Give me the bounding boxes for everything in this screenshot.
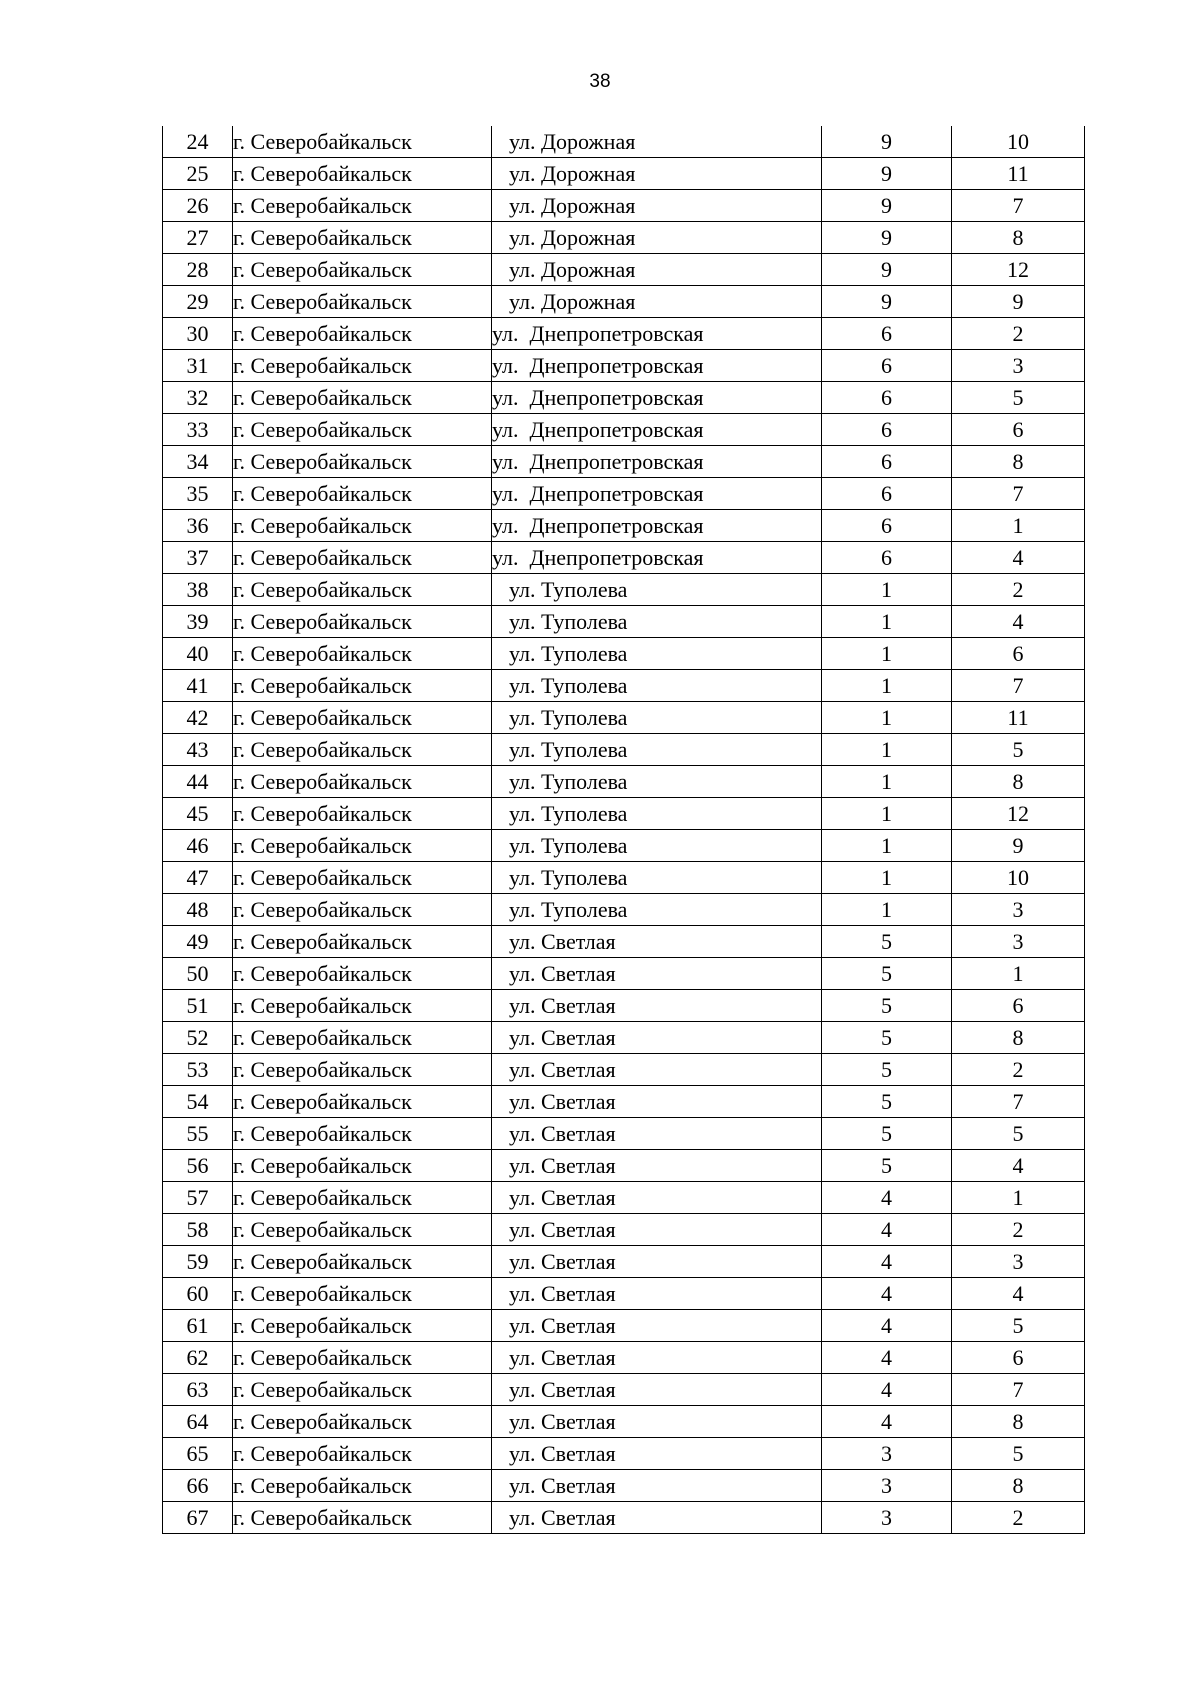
house-number-cell: 9 <box>822 222 952 254</box>
row-number-cell: 32 <box>163 382 233 414</box>
table-row <box>163 446 1085 478</box>
row-number-cell: 41 <box>163 670 233 702</box>
house-number-cell: 3 <box>822 1470 952 1502</box>
city-cell: г. Северобайкальск <box>233 286 492 318</box>
apartment-number-cell: 6 <box>952 414 1085 446</box>
city-cell: г. Северобайкальск <box>233 798 492 830</box>
apartment-number-cell: 7 <box>952 1086 1085 1118</box>
row-number-cell: 24 <box>163 126 233 158</box>
house-number-cell: 6 <box>822 542 952 574</box>
house-number-cell: 4 <box>822 1342 952 1374</box>
house-number-cell: 6 <box>822 350 952 382</box>
street-cell: ул. Дорожная <box>492 190 822 222</box>
city-cell: г. Северобайкальск <box>233 958 492 990</box>
house-number-cell: 1 <box>822 798 952 830</box>
apartment-number-cell: 11 <box>952 702 1085 734</box>
table-row <box>163 1150 1085 1182</box>
row-number-cell: 40 <box>163 638 233 670</box>
city-cell: г. Северобайкальск <box>233 862 492 894</box>
city-cell: г. Северобайкальск <box>233 382 492 414</box>
city-cell: г. Северобайкальск <box>233 926 492 958</box>
apartment-number-cell: 7 <box>952 670 1085 702</box>
street-cell: ул. Светлая <box>492 1086 822 1118</box>
house-number-cell: 5 <box>822 1150 952 1182</box>
city-cell: г. Северобайкальск <box>233 190 492 222</box>
row-number-cell: 26 <box>163 190 233 222</box>
house-number-cell: 9 <box>822 158 952 190</box>
city-cell: г. Северобайкальск <box>233 1246 492 1278</box>
row-number-cell: 61 <box>163 1310 233 1342</box>
row-number-cell: 45 <box>163 798 233 830</box>
city-cell: г. Северобайкальск <box>233 1374 492 1406</box>
apartment-number-cell: 4 <box>952 542 1085 574</box>
row-number-cell: 42 <box>163 702 233 734</box>
apartment-number-cell: 2 <box>952 1214 1085 1246</box>
street-cell: ул. Днепропетровская <box>492 382 822 414</box>
apartment-number-cell: 2 <box>952 1054 1085 1086</box>
row-number-cell: 31 <box>163 350 233 382</box>
house-number-cell: 9 <box>822 254 952 286</box>
city-cell: г. Северобайкальск <box>233 1182 492 1214</box>
page-number: 38 <box>589 71 611 92</box>
street-cell: ул. Светлая <box>492 1342 822 1374</box>
table-row <box>163 1374 1085 1406</box>
house-number-cell: 1 <box>822 702 952 734</box>
row-number-cell: 65 <box>163 1438 233 1470</box>
apartment-number-cell: 3 <box>952 350 1085 382</box>
apartment-number-cell: 4 <box>952 1150 1085 1182</box>
city-cell: г. Северобайкальск <box>233 1054 492 1086</box>
row-number-cell: 27 <box>163 222 233 254</box>
table-row <box>163 1022 1085 1054</box>
city-cell: г. Северобайкальск <box>233 1150 492 1182</box>
apartment-number-cell: 4 <box>952 1278 1085 1310</box>
street-cell: ул. Днепропетровская <box>492 478 822 510</box>
city-cell: г. Северобайкальск <box>233 894 492 926</box>
apartment-number-cell: 1 <box>952 510 1085 542</box>
city-cell: г. Северобайкальск <box>233 1278 492 1310</box>
street-cell: ул. Светлая <box>492 1054 822 1086</box>
table-row <box>163 254 1085 286</box>
apartment-number-cell: 5 <box>952 382 1085 414</box>
house-number-cell: 5 <box>822 1118 952 1150</box>
city-cell: г. Северобайкальск <box>233 158 492 190</box>
table-row <box>163 606 1085 638</box>
apartment-number-cell: 3 <box>952 1246 1085 1278</box>
street-cell: ул. Светлая <box>492 1118 822 1150</box>
table-row <box>163 1342 1085 1374</box>
city-cell: г. Северобайкальск <box>233 766 492 798</box>
house-number-cell: 9 <box>822 286 952 318</box>
city-cell: г. Северобайкальск <box>233 1310 492 1342</box>
apartment-number-cell: 5 <box>952 1118 1085 1150</box>
apartment-number-cell: 5 <box>952 1438 1085 1470</box>
row-number-cell: 34 <box>163 446 233 478</box>
city-cell: г. Северобайкальск <box>233 1022 492 1054</box>
row-number-cell: 51 <box>163 990 233 1022</box>
table-row <box>163 1214 1085 1246</box>
table-row <box>163 766 1085 798</box>
street-cell: ул. Светлая <box>492 1310 822 1342</box>
table-row <box>163 990 1085 1022</box>
city-cell: г. Северобайкальск <box>233 542 492 574</box>
table-row <box>163 350 1085 382</box>
row-number-cell: 33 <box>163 414 233 446</box>
apartment-number-cell: 10 <box>952 126 1085 158</box>
city-cell: г. Северобайкальск <box>233 414 492 446</box>
apartment-number-cell: 9 <box>952 830 1085 862</box>
house-number-cell: 5 <box>822 1022 952 1054</box>
apartment-number-cell: 2 <box>952 318 1085 350</box>
apartment-number-cell: 5 <box>952 734 1085 766</box>
table-row <box>163 1182 1085 1214</box>
street-cell: ул. Туполева <box>492 894 822 926</box>
row-number-cell: 30 <box>163 318 233 350</box>
row-number-cell: 46 <box>163 830 233 862</box>
street-cell: ул. Светлая <box>492 1374 822 1406</box>
house-number-cell: 1 <box>822 734 952 766</box>
table-row <box>163 1310 1085 1342</box>
city-cell: г. Северобайкальск <box>233 638 492 670</box>
street-cell: ул. Дорожная <box>492 286 822 318</box>
row-number-cell: 38 <box>163 574 233 606</box>
row-number-cell: 53 <box>163 1054 233 1086</box>
street-cell: ул. Днепропетровская <box>492 446 822 478</box>
house-number-cell: 4 <box>822 1374 952 1406</box>
street-cell: ул. Дорожная <box>492 126 822 158</box>
row-number-cell: 66 <box>163 1470 233 1502</box>
city-cell: г. Северобайкальск <box>233 1086 492 1118</box>
row-number-cell: 44 <box>163 766 233 798</box>
table-row <box>163 126 1085 158</box>
city-cell: г. Северобайкальск <box>233 510 492 542</box>
house-number-cell: 6 <box>822 318 952 350</box>
apartment-number-cell: 12 <box>952 254 1085 286</box>
apartment-number-cell: 8 <box>952 766 1085 798</box>
house-number-cell: 1 <box>822 638 952 670</box>
street-cell: ул. Туполева <box>492 702 822 734</box>
street-cell: ул. Светлая <box>492 1406 822 1438</box>
city-cell: г. Северобайкальск <box>233 830 492 862</box>
street-cell: ул. Туполева <box>492 574 822 606</box>
street-cell: ул. Светлая <box>492 1470 822 1502</box>
apartment-number-cell: 3 <box>952 894 1085 926</box>
house-number-cell: 6 <box>822 414 952 446</box>
city-cell: г. Северобайкальск <box>233 254 492 286</box>
apartment-number-cell: 5 <box>952 1310 1085 1342</box>
house-number-cell: 5 <box>822 1086 952 1118</box>
house-number-cell: 5 <box>822 926 952 958</box>
house-number-cell: 6 <box>822 478 952 510</box>
table-row <box>163 286 1085 318</box>
row-number-cell: 36 <box>163 510 233 542</box>
table-row <box>163 318 1085 350</box>
house-number-cell: 1 <box>822 766 952 798</box>
city-cell: г. Северобайкальск <box>233 734 492 766</box>
table-row <box>163 1246 1085 1278</box>
table-row <box>163 1054 1085 1086</box>
apartment-number-cell: 10 <box>952 862 1085 894</box>
street-cell: ул. Светлая <box>492 926 822 958</box>
street-cell: ул. Светлая <box>492 1502 822 1534</box>
row-number-cell: 67 <box>163 1502 233 1534</box>
row-number-cell: 37 <box>163 542 233 574</box>
apartment-number-cell: 8 <box>952 1406 1085 1438</box>
apartment-number-cell: 8 <box>952 1022 1085 1054</box>
apartment-number-cell: 8 <box>952 446 1085 478</box>
table-row <box>163 574 1085 606</box>
street-cell: ул. Днепропетровская <box>492 510 822 542</box>
house-number-cell: 6 <box>822 510 952 542</box>
house-number-cell: 1 <box>822 606 952 638</box>
house-number-cell: 1 <box>822 830 952 862</box>
house-number-cell: 4 <box>822 1278 952 1310</box>
street-cell: ул. Туполева <box>492 638 822 670</box>
apartment-number-cell: 7 <box>952 478 1085 510</box>
street-cell: ул. Светлая <box>492 1246 822 1278</box>
street-cell: ул. Светлая <box>492 958 822 990</box>
apartment-number-cell: 2 <box>952 574 1085 606</box>
house-number-cell: 3 <box>822 1438 952 1470</box>
city-cell: г. Северобайкальск <box>233 1214 492 1246</box>
row-number-cell: 64 <box>163 1406 233 1438</box>
row-number-cell: 54 <box>163 1086 233 1118</box>
house-number-cell: 1 <box>822 862 952 894</box>
city-cell: г. Северобайкальск <box>233 1406 492 1438</box>
table-row <box>163 670 1085 702</box>
row-number-cell: 39 <box>163 606 233 638</box>
table-row <box>163 382 1085 414</box>
apartment-number-cell: 9 <box>952 286 1085 318</box>
apartment-number-cell: 1 <box>952 958 1085 990</box>
table-row <box>163 190 1085 222</box>
house-number-cell: 9 <box>822 190 952 222</box>
street-cell: ул. Дорожная <box>492 158 822 190</box>
row-number-cell: 47 <box>163 862 233 894</box>
house-number-cell: 9 <box>822 126 952 158</box>
apartment-number-cell: 11 <box>952 158 1085 190</box>
city-cell: г. Северобайкальск <box>233 670 492 702</box>
row-number-cell: 43 <box>163 734 233 766</box>
street-cell: ул. Туполева <box>492 606 822 638</box>
street-cell: ул. Туполева <box>492 798 822 830</box>
street-cell: ул. Туполева <box>492 830 822 862</box>
table-row <box>163 222 1085 254</box>
table-row <box>163 798 1085 830</box>
city-cell: г. Северобайкальск <box>233 350 492 382</box>
apartment-number-cell: 7 <box>952 190 1085 222</box>
street-cell: ул. Светлая <box>492 1438 822 1470</box>
house-number-cell: 5 <box>822 1054 952 1086</box>
table-body <box>163 126 1085 1534</box>
house-number-cell: 4 <box>822 1310 952 1342</box>
table-row <box>163 414 1085 446</box>
city-cell: г. Северобайкальск <box>233 990 492 1022</box>
house-number-cell: 5 <box>822 990 952 1022</box>
table-row <box>163 1086 1085 1118</box>
row-number-cell: 55 <box>163 1118 233 1150</box>
table-row <box>163 734 1085 766</box>
table-row <box>163 1438 1085 1470</box>
house-number-cell: 1 <box>822 670 952 702</box>
row-number-cell: 28 <box>163 254 233 286</box>
apartment-number-cell: 3 <box>952 926 1085 958</box>
row-number-cell: 63 <box>163 1374 233 1406</box>
house-number-cell: 6 <box>822 382 952 414</box>
table-row <box>163 1406 1085 1438</box>
apartment-number-cell: 2 <box>952 1502 1085 1534</box>
row-number-cell: 25 <box>163 158 233 190</box>
row-number-cell: 49 <box>163 926 233 958</box>
table-row <box>163 1470 1085 1502</box>
row-number-cell: 60 <box>163 1278 233 1310</box>
table-row <box>163 542 1085 574</box>
city-cell: г. Северобайкальск <box>233 574 492 606</box>
street-cell: ул. Туполева <box>492 766 822 798</box>
row-number-cell: 35 <box>163 478 233 510</box>
city-cell: г. Северобайкальск <box>233 126 492 158</box>
table-row <box>163 830 1085 862</box>
apartment-number-cell: 8 <box>952 1470 1085 1502</box>
street-cell: ул. Днепропетровская <box>492 350 822 382</box>
apartment-number-cell: 12 <box>952 798 1085 830</box>
street-cell: ул. Днепропетровская <box>492 318 822 350</box>
street-cell: ул. Днепропетровская <box>492 542 822 574</box>
city-cell: г. Северобайкальск <box>233 1502 492 1534</box>
row-number-cell: 57 <box>163 1182 233 1214</box>
city-cell: г. Северобайкальск <box>233 1438 492 1470</box>
city-cell: г. Северобайкальск <box>233 606 492 638</box>
row-number-cell: 58 <box>163 1214 233 1246</box>
house-number-cell: 1 <box>822 574 952 606</box>
house-number-cell: 6 <box>822 446 952 478</box>
row-number-cell: 48 <box>163 894 233 926</box>
street-cell: ул. Днепропетровская <box>492 414 822 446</box>
row-number-cell: 50 <box>163 958 233 990</box>
house-number-cell: 4 <box>822 1406 952 1438</box>
city-cell: г. Северобайкальск <box>233 1470 492 1502</box>
city-cell: г. Северобайкальск <box>233 478 492 510</box>
apartment-number-cell: 7 <box>952 1374 1085 1406</box>
city-cell: г. Северобайкальск <box>233 1118 492 1150</box>
apartment-number-cell: 1 <box>952 1182 1085 1214</box>
table-row <box>163 1278 1085 1310</box>
table-row <box>163 894 1085 926</box>
street-cell: ул. Туполева <box>492 734 822 766</box>
street-cell: ул. Туполева <box>492 862 822 894</box>
house-number-cell: 4 <box>822 1214 952 1246</box>
row-number-cell: 59 <box>163 1246 233 1278</box>
city-cell: г. Северобайкальск <box>233 702 492 734</box>
table-row <box>163 862 1085 894</box>
table-row <box>163 638 1085 670</box>
table-row <box>163 926 1085 958</box>
street-cell: ул. Светлая <box>492 1022 822 1054</box>
house-number-cell: 1 <box>822 894 952 926</box>
house-number-cell: 5 <box>822 958 952 990</box>
street-cell: ул. Туполева <box>492 670 822 702</box>
street-cell: ул. Светлая <box>492 1214 822 1246</box>
table-row <box>163 702 1085 734</box>
table-row <box>163 478 1085 510</box>
table-row <box>163 158 1085 190</box>
apartment-number-cell: 6 <box>952 1342 1085 1374</box>
table-row <box>163 1118 1085 1150</box>
street-cell: ул. Дорожная <box>492 222 822 254</box>
row-number-cell: 29 <box>163 286 233 318</box>
apartment-number-cell: 8 <box>952 222 1085 254</box>
apartment-number-cell: 4 <box>952 606 1085 638</box>
street-cell: ул. Дорожная <box>492 254 822 286</box>
house-number-cell: 3 <box>822 1502 952 1534</box>
table-row <box>163 1502 1085 1534</box>
city-cell: г. Северобайкальск <box>233 1342 492 1374</box>
address-table <box>162 126 1085 1534</box>
city-cell: г. Северобайкальск <box>233 446 492 478</box>
row-number-cell: 56 <box>163 1150 233 1182</box>
house-number-cell: 4 <box>822 1246 952 1278</box>
row-number-cell: 62 <box>163 1342 233 1374</box>
row-number-cell: 52 <box>163 1022 233 1054</box>
street-cell: ул. Светлая <box>492 1278 822 1310</box>
apartment-number-cell: 6 <box>952 990 1085 1022</box>
apartment-number-cell: 6 <box>952 638 1085 670</box>
city-cell: г. Северобайкальск <box>233 222 492 254</box>
city-cell: г. Северобайкальск <box>233 318 492 350</box>
table-row <box>163 510 1085 542</box>
street-cell: ул. Светлая <box>492 990 822 1022</box>
table-row <box>163 958 1085 990</box>
street-cell: ул. Светлая <box>492 1182 822 1214</box>
street-cell: ул. Светлая <box>492 1150 822 1182</box>
house-number-cell: 4 <box>822 1182 952 1214</box>
